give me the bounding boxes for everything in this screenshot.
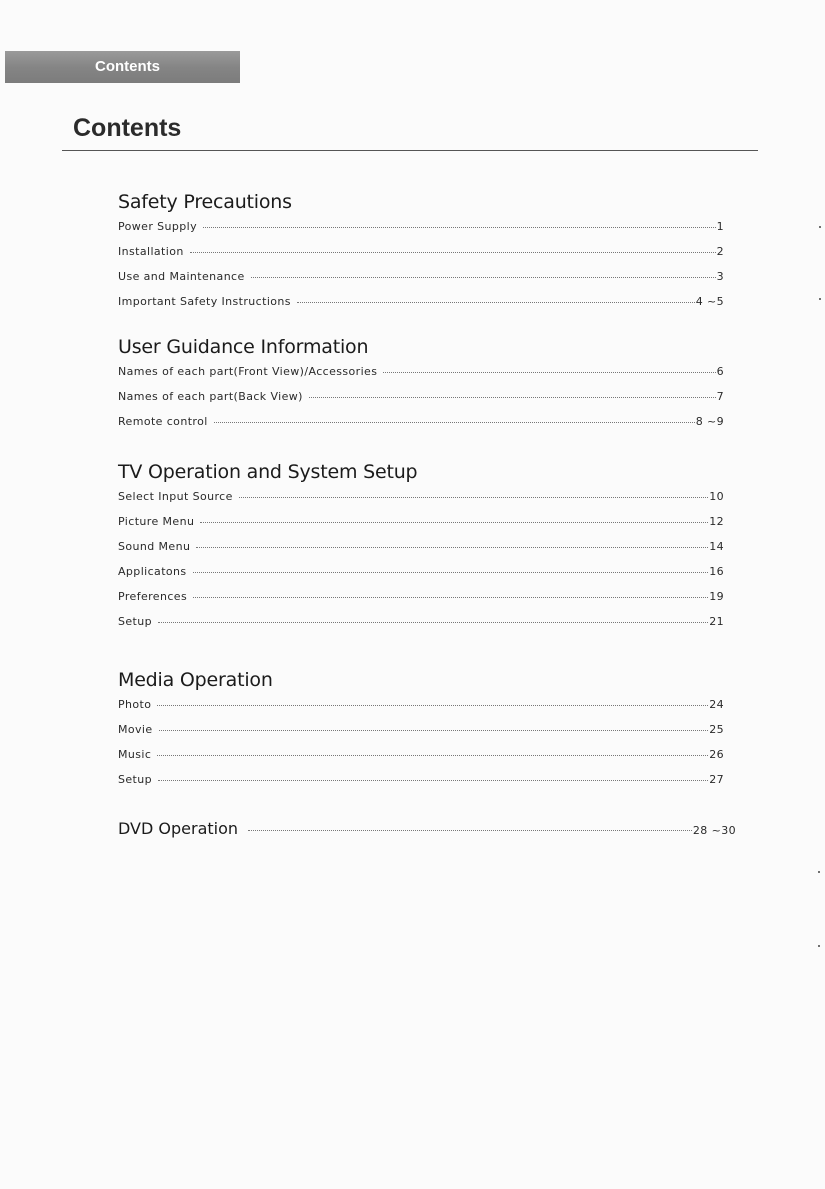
dot-leader (239, 497, 708, 498)
dot-leader (251, 277, 716, 278)
toc-entry[interactable] (118, 295, 724, 320)
section-heading: User Guidance Information (118, 336, 369, 358)
entry-page: 26 (709, 748, 724, 761)
entry-label: Sound Menu (118, 540, 191, 553)
entry-page: 8 ~9 (695, 415, 724, 428)
dot-leader (158, 622, 708, 623)
toc-entry[interactable] (118, 365, 724, 390)
dvd-entry-page: 28 ~30 (692, 824, 736, 837)
dot-leader (214, 422, 695, 423)
section-heading: Safety Precautions (118, 191, 292, 213)
toc-entry[interactable] (118, 590, 724, 615)
entry-page: 10 (709, 490, 724, 503)
entry-page: 16 (709, 565, 724, 578)
entry-label: Applicatons (118, 565, 187, 578)
entry-label: Select Input Source (118, 490, 233, 503)
toc-entry[interactable] (118, 565, 724, 590)
section-heading: Media Operation (118, 669, 273, 691)
dot-leader (203, 227, 716, 228)
entry-page: 3 (716, 270, 724, 283)
entry-label: Music (118, 748, 152, 761)
scan-speck (818, 871, 820, 873)
toc-entry[interactable] (118, 748, 724, 773)
entry-page: 19 (709, 590, 724, 603)
entry-label: Installation (118, 245, 184, 258)
scan-speck (819, 226, 821, 228)
dot-leader (383, 372, 715, 373)
toc-entry-dvd-operation[interactable] (118, 819, 736, 838)
entry-label: Use and Maintenance (118, 270, 245, 283)
dot-leader (200, 522, 708, 523)
toc-entry[interactable] (118, 515, 724, 540)
section-heading: TV Operation and System Setup (118, 461, 418, 483)
dot-leader (193, 597, 708, 598)
dot-leader (190, 252, 716, 253)
entry-page: 21 (709, 615, 724, 628)
dot-leader (248, 830, 692, 831)
dot-leader (193, 572, 709, 573)
toc-entry[interactable] (118, 698, 724, 723)
entry-label: Power Supply (118, 220, 198, 233)
toc-entry[interactable] (118, 270, 724, 295)
dot-leader (297, 302, 695, 303)
toc-entry[interactable] (118, 723, 724, 748)
header-tab: Contents (5, 51, 240, 83)
scan-speck (819, 298, 821, 300)
toc-entry[interactable] (118, 390, 724, 415)
toc-entry[interactable] (118, 220, 724, 245)
scan-speck (818, 945, 820, 947)
dvd-entry-label: DVD Operation (118, 819, 239, 838)
entry-page: 27 (709, 773, 724, 786)
toc-entry[interactable] (118, 415, 724, 440)
entry-label: Setup (118, 773, 153, 786)
entry-label: Setup (118, 615, 153, 628)
entry-page: 2 (716, 245, 724, 258)
entry-page: 24 (709, 698, 724, 711)
entry-page: 25 (709, 723, 724, 736)
entry-label: Movie (118, 723, 153, 736)
entry-page: 7 (716, 390, 724, 403)
dot-leader (196, 547, 708, 548)
entry-page: 4 ~5 (695, 295, 724, 308)
entry-page: 6 (716, 365, 724, 378)
entry-label: Photo (118, 698, 152, 711)
dot-leader (309, 397, 716, 398)
title-divider (62, 150, 758, 151)
toc-section-media-operation (118, 667, 724, 798)
entry-label: Picture Menu (118, 515, 195, 528)
toc-entry[interactable] (118, 245, 724, 270)
toc-entry[interactable] (118, 540, 724, 565)
entry-label: Names of each part(Back View) (118, 390, 303, 403)
toc-section-tv-operation (118, 459, 724, 640)
entry-page: 14 (709, 540, 724, 553)
toc-section-safety-precautions (118, 189, 724, 320)
entry-label: Preferences (118, 590, 188, 603)
toc-entry[interactable] (118, 490, 724, 515)
toc-entry[interactable] (118, 773, 724, 798)
page-title: Contents (73, 114, 182, 142)
entry-page: 1 (716, 220, 724, 233)
dot-leader (157, 705, 708, 706)
toc-entry[interactable] (118, 615, 724, 640)
entry-label: Important Safety Instructions (118, 295, 291, 308)
entry-label: Remote control (118, 415, 208, 428)
toc-section-user-guidance (118, 334, 724, 440)
entry-page: 12 (709, 515, 724, 528)
dot-leader (157, 755, 708, 756)
dot-leader (159, 730, 709, 731)
entry-label: Names of each part(Front View)/Accessories (118, 365, 378, 378)
dot-leader (158, 780, 708, 781)
